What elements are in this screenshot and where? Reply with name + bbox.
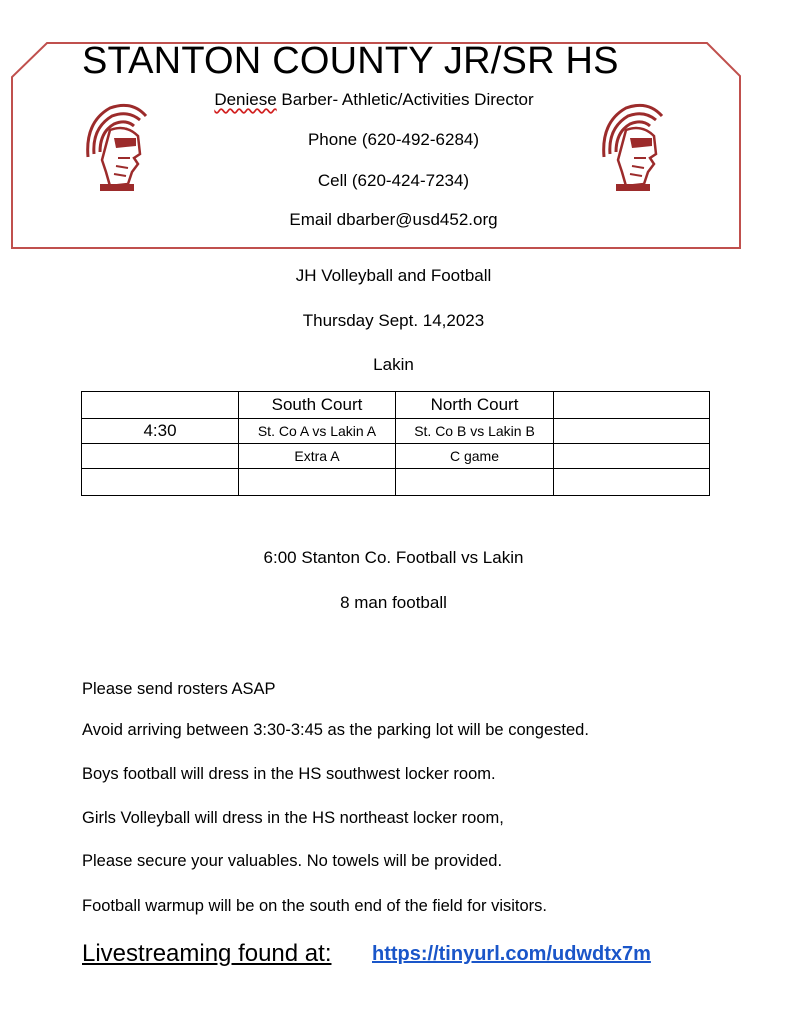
event-title: JH Volleyball and Football	[295, 266, 492, 285]
cell-line: Cell (620-424-7234)	[317, 171, 470, 190]
director-title: Barber- Athletic/Activities Director	[276, 90, 534, 109]
note-rosters: Please send rosters ASAP	[82, 680, 276, 698]
table-cell	[396, 469, 554, 496]
note-arrival: Avoid arriving between 3:30-3:45 as the parking lot will be congested.	[82, 721, 589, 739]
note-boys-locker: Boys football will dress in the HS southwest locker room.	[82, 765, 496, 783]
table-header-south-court: South Court	[239, 392, 396, 419]
table-cell	[554, 392, 710, 419]
table-cell	[82, 469, 239, 496]
table-cell: Extra A	[239, 444, 396, 469]
note-valuables: Please secure your valuables. No towels will be provided.	[82, 852, 503, 870]
spartan-helmet-icon	[80, 102, 150, 192]
table-cell: C game	[396, 444, 554, 469]
event-location: Lakin	[373, 355, 414, 374]
livestream-label: Livestreaming found at:	[82, 940, 332, 967]
table-cell	[554, 444, 710, 469]
phone-line: Phone (620-492-6284)	[307, 130, 480, 149]
table-cell	[82, 444, 239, 469]
table-row	[82, 469, 710, 496]
note-warmup: Football warmup will be on the south end of the field for visitors.	[82, 897, 547, 915]
table-cell: St. Co B vs Lakin B	[396, 419, 554, 444]
football-game-line: 6:00 Stanton Co. Football vs Lakin	[263, 548, 524, 567]
event-date: Thursday Sept. 14,2023	[302, 311, 485, 330]
director-first-name: Deniese	[214, 90, 277, 109]
table-cell	[239, 469, 396, 496]
table-cell-time: 4:30	[82, 419, 239, 444]
livestream-link[interactable]: https://tinyurl.com/udwdtx7m	[372, 943, 651, 965]
school-title: STANTON COUNTY JR/SR HS	[82, 40, 619, 82]
table-header-north-court: North Court	[396, 392, 554, 419]
table-cell	[554, 419, 710, 444]
table-header-row	[82, 392, 710, 419]
note-girls-locker: Girls Volleyball will dress in the HS northeast locker room,	[82, 809, 504, 827]
table-cell: St. Co A vs Lakin A	[239, 419, 396, 444]
schedule-table	[81, 391, 710, 496]
football-type: 8 man football	[340, 593, 447, 612]
table-row	[82, 444, 710, 469]
spartan-helmet-icon	[596, 102, 666, 192]
table-cell	[554, 469, 710, 496]
table-row	[82, 419, 710, 444]
table-cell	[82, 392, 239, 419]
email-line: Email dbarber@usd452.org	[289, 210, 498, 229]
